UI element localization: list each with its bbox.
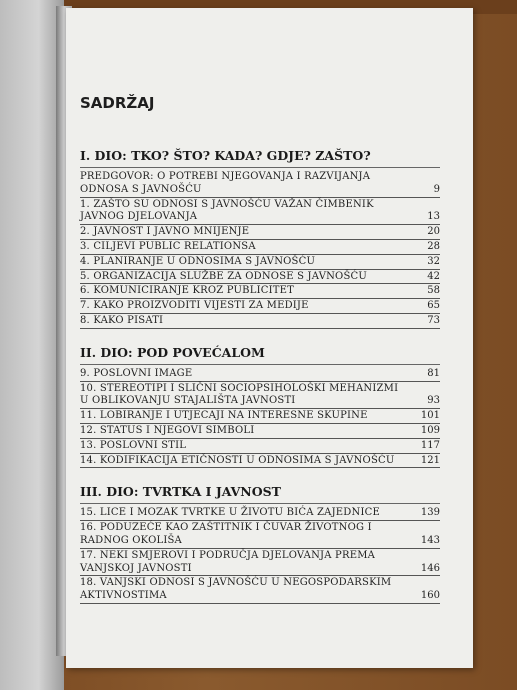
toc-entry xyxy=(80,199,440,226)
toc-entry xyxy=(80,271,440,285)
toc-heading: SADRŽAJ xyxy=(80,94,155,112)
part-title: I. DIO: TKO? ŠTO? KADA? GDJE? ZAŠTO? xyxy=(80,148,371,163)
entry-page: 73 xyxy=(427,314,440,326)
toc-entry xyxy=(80,300,440,314)
entry-page: 28 xyxy=(427,240,440,252)
entry-page: 65 xyxy=(427,300,440,312)
entry-page: 146 xyxy=(420,562,440,574)
entry-page: 121 xyxy=(420,454,440,466)
table-of-contents xyxy=(80,94,440,620)
toc-entry xyxy=(80,522,440,549)
entry-text: 2. JAVNOST I JAVNO MNIJENJE xyxy=(80,226,250,238)
entry-page: 42 xyxy=(427,270,440,282)
entry-text: 9. POSLOVNI IMAGE xyxy=(80,367,193,379)
entry-text: 11. LOBIRANJE I UTJECAJI NA INTERESNE SKUPINE xyxy=(80,410,368,422)
toc-entry xyxy=(80,285,440,299)
toc-entry xyxy=(80,368,440,382)
entry-text: 1. ZAŠTO SU ODNOSI S JAVNOŠĆU VAŽAN ČIMBENIK JAVNOG DJELOVANJA xyxy=(80,198,374,223)
entry-page: 81 xyxy=(427,367,440,379)
entry-text: 15. LICE I MOZAK TVRTKE U ŽIVOTU BIĆA ZAJEDNICE xyxy=(80,507,380,519)
part-3 xyxy=(80,484,440,604)
divider xyxy=(80,167,440,168)
entry-page: 32 xyxy=(427,255,440,267)
entry-text: 7. KAKO PROIZVODITI VIJESTI ZA MEDIJE xyxy=(80,300,309,312)
toc-entry xyxy=(80,455,440,469)
toc-entry xyxy=(80,256,440,270)
book-page xyxy=(66,8,473,668)
toc-entry xyxy=(80,410,440,424)
entry-text: 8. KAKO PISATI xyxy=(80,314,164,326)
entry-text: 18. VANJSKI ODNOSI S JAVNOŠĆU U NEGOSPODARSKIM AKTIVNOSTIMA xyxy=(80,577,392,602)
toc-entry xyxy=(80,507,440,521)
entry-text: 3. CILJEVI PUBLIC RELATIONSA xyxy=(80,240,256,252)
entry-page: 160 xyxy=(420,590,440,602)
toc-entry xyxy=(80,226,440,240)
entry-page: 101 xyxy=(420,410,440,422)
toc-entry xyxy=(80,315,440,329)
entry-text: 17. NEKI SMJEROVI I PODRUČJA DJELOVANJA PREMA VANJSKOJ JAVNOSTI xyxy=(80,549,376,574)
entry-text: 14. KODIFIKACIJA ETIČNOSTI U ODNOSIMA S JAVNOŠĆU xyxy=(80,454,395,466)
entry-page: 117 xyxy=(420,439,440,451)
toc-entry xyxy=(80,383,440,410)
toc-entry xyxy=(80,241,440,255)
toc-entry xyxy=(80,440,440,454)
toc-entry xyxy=(80,171,440,198)
entry-text: 13. POSLOVNI STIL xyxy=(80,439,187,451)
divider xyxy=(80,503,440,504)
entry-page: 93 xyxy=(427,395,440,407)
entry-text: 16. PODUZEĆE KAO ZAŠTITNIK I ČUVAR ŽIVOTNOG I RADNOG OKOLIŠA xyxy=(80,522,372,546)
part-1 xyxy=(80,148,440,329)
entry-text: 5. ORGANIZACIJA SLUŽBE ZA ODNOSE S JAVNOŠĆU xyxy=(80,270,367,282)
entry-page: 58 xyxy=(427,285,440,297)
toc-entry xyxy=(80,577,440,604)
entry-page: 20 xyxy=(427,226,440,238)
divider xyxy=(80,364,440,365)
entry-text: 6. KOMUNICIRANJE KROZ PUBLICITET xyxy=(80,285,294,297)
entry-page: 13 xyxy=(427,211,440,223)
entry-page: 9 xyxy=(433,183,440,195)
entry-text: 4. PLANIRANJE U ODNOSIMA S JAVNOŠĆU xyxy=(80,255,316,267)
entry-page: 109 xyxy=(420,424,440,436)
entry-text: 12. STATUS I NJEGOVI SIMBOLI xyxy=(80,424,255,436)
entry-text: PREDGOVOR: O POTREBI NJEGOVANJA I RAZVIJANJA ODNOSA S JAVNOŠĆU xyxy=(80,171,371,195)
entry-page: 143 xyxy=(420,534,440,546)
part-title: II. DIO: POD POVEĆALOM xyxy=(80,344,265,360)
part-2 xyxy=(80,345,440,469)
part-title: III. DIO: TVRTKA I JAVNOST xyxy=(80,484,281,500)
toc-entry xyxy=(80,550,440,577)
left-page xyxy=(0,0,64,690)
entry-page: 139 xyxy=(420,507,440,519)
toc-entry xyxy=(80,425,440,439)
entry-text: 10. STEREOTIPI I SLIČNI SOCIOPSIHOLOŠKI MEHANIZMI U OBLIKOVANJU STAJALIŠTA JAVNOSTI xyxy=(80,382,399,407)
